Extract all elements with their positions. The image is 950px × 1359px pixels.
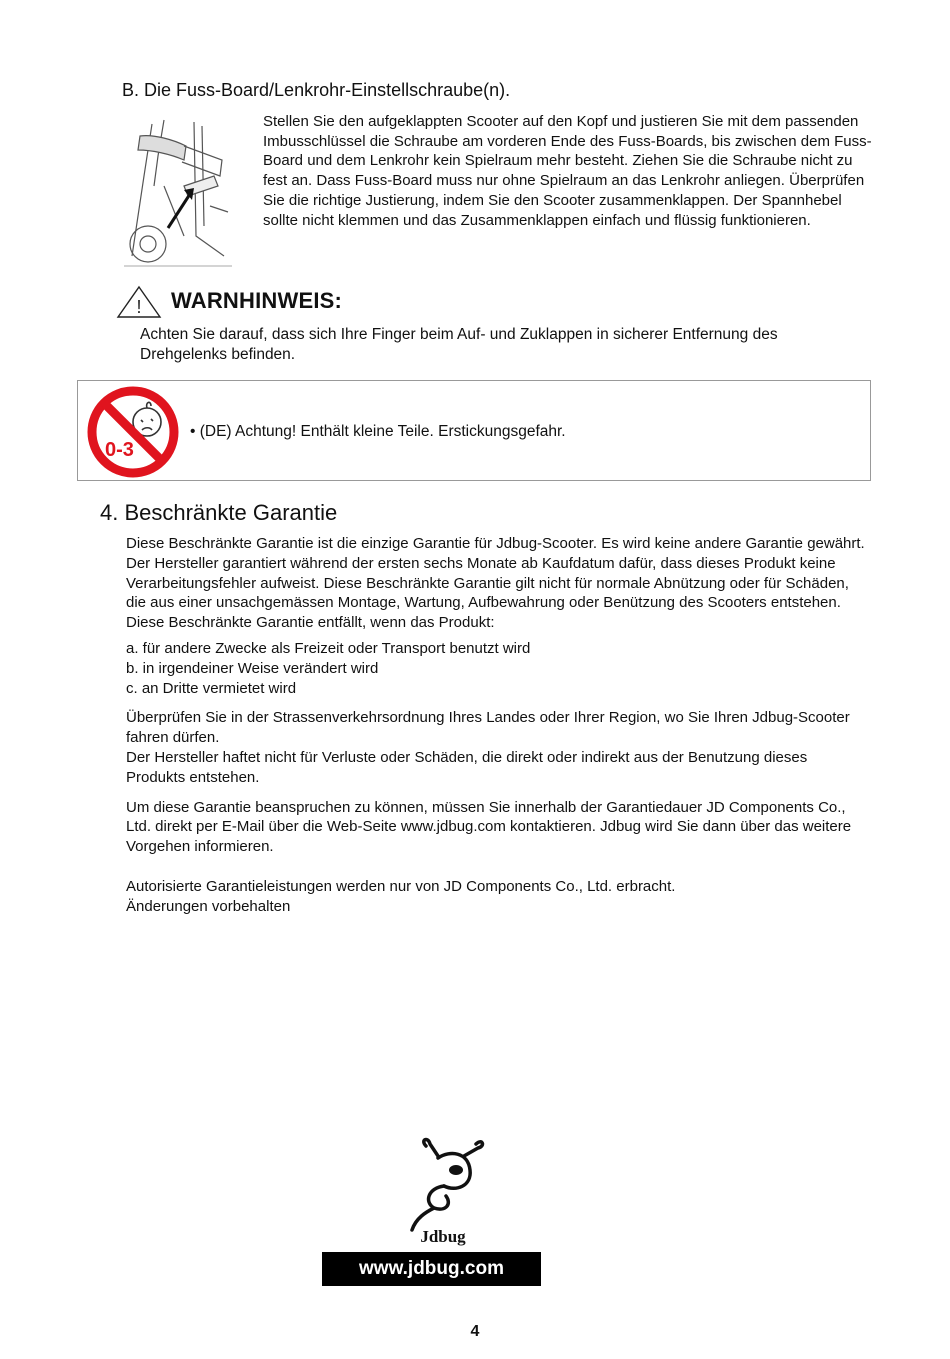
logo-text: Jdbug [420,1227,466,1246]
warning-triangle-icon [116,285,162,319]
warranty-paragraph-3: Überprüfen Sie in der Strassenverkehrsordnung Ihres Landes oder Ihrer Region, wo Sie Ihren Jdbug-Scooter fahren dürfen. [126,709,850,747]
no-children-0-3-icon [85,384,181,480]
page-number: 4 [470,1323,480,1340]
warranty-paragraph-6: Autorisierte Garantieleistungen werden nur von JD Components Co., Ltd. erbracht. [126,877,676,895]
section-b-title: B. Die Fuss-Board/Lenkrohr-Einstellschraube(n). [122,80,511,100]
warning-title: WARNHINWEIS: [171,288,343,313]
warranty-paragraph-2: Diese Beschränkte Garantie entfällt, wenn das Produkt: [126,614,495,632]
warning-text: Achten Sie darauf, dass sich Ihre Finger beim Auf- und Zuklappen in sicherer Entfernung des Drehgelenks befinden. [140,326,778,363]
section-b-text: Stellen Sie den aufgeklappten Scooter auf den Kopf und justieren Sie mit dem passenden Imbusschlüssel die Schraube am vorderen Ende des Fuss-Boards, bis zwischen dem Fuss-Board und dem Lenkrohr kein Spielraum mehr besteht. Ziehen Sie die Schraube nicht zu fest an. Dass Fuss-Board muss nur ohne Spielraum an das Lenkrohr anliegen. Überprüfen Sie die richtige Justierung, indem Sie den Scooter zusammenklappen. Der Spannhebel sollte nicht klemmen und das Zusammenklappen einfach und flüssig funktionieren. [263,113,872,229]
warranty-paragraph-4: Der Hersteller haftet nicht für Verluste oder Schäden, die direkt oder indirekt aus der Benutzung dieses Produkts entstehen. [126,748,808,786]
age-label: 0-3 [105,439,134,461]
scooter-adjustment-illustration [124,116,232,268]
warranty-paragraph-5: Um diese Garantie beanspruchen zu können, müssen Sie innerhalb der Garantiedauer JD Components Co., Ltd. direkt per E-Mail über die Web-Seite www.jdbug.com kontaktieren. Jdbug wird Sie dann über das weitere Vorgehen informieren. [126,798,852,856]
warranty-paragraph-1: Diese Beschränkte Garantie ist die einzige Garantie für Jdbug-Scooter. Es wird keine andere Garantie gewährt. Der Hersteller garantiert während der ersten sechs Monate ab Kaufdatum dafür, dass dieses Produkt keine Verarbeitungsfehler aufweist. Diese Beschränkte Garantie gilt nicht für normale Abnützung oder für Schäden, die aus einer unsachgemässen Montage, Wartung, Aufbewahrung oder Benützung des Scooters entstehen. [126,535,865,612]
warranty-paragraph-7: Änderungen vorbehalten [126,897,291,915]
section-4-body [126,534,866,917]
section-4-title: 4. Beschränkte Garantie [100,500,338,525]
warning-triangle-glyph: ! [136,297,142,317]
warranty-list-item-a: a. für andere Zwecke als Freizeit oder Transport benutzt wird [126,639,531,657]
warranty-list-item-b: b. in irgendeiner Weise verändert wird [126,659,379,677]
warranty-list-item-c: c. an Dritte vermietet wird [126,679,297,697]
jdbug-bug-logo-icon [398,1136,488,1246]
website-url: www.jdbug.com [322,1252,541,1286]
hazard-text: • (DE) Achtung! Enthält kleine Teile. Erstickungsgefahr. [190,423,566,440]
